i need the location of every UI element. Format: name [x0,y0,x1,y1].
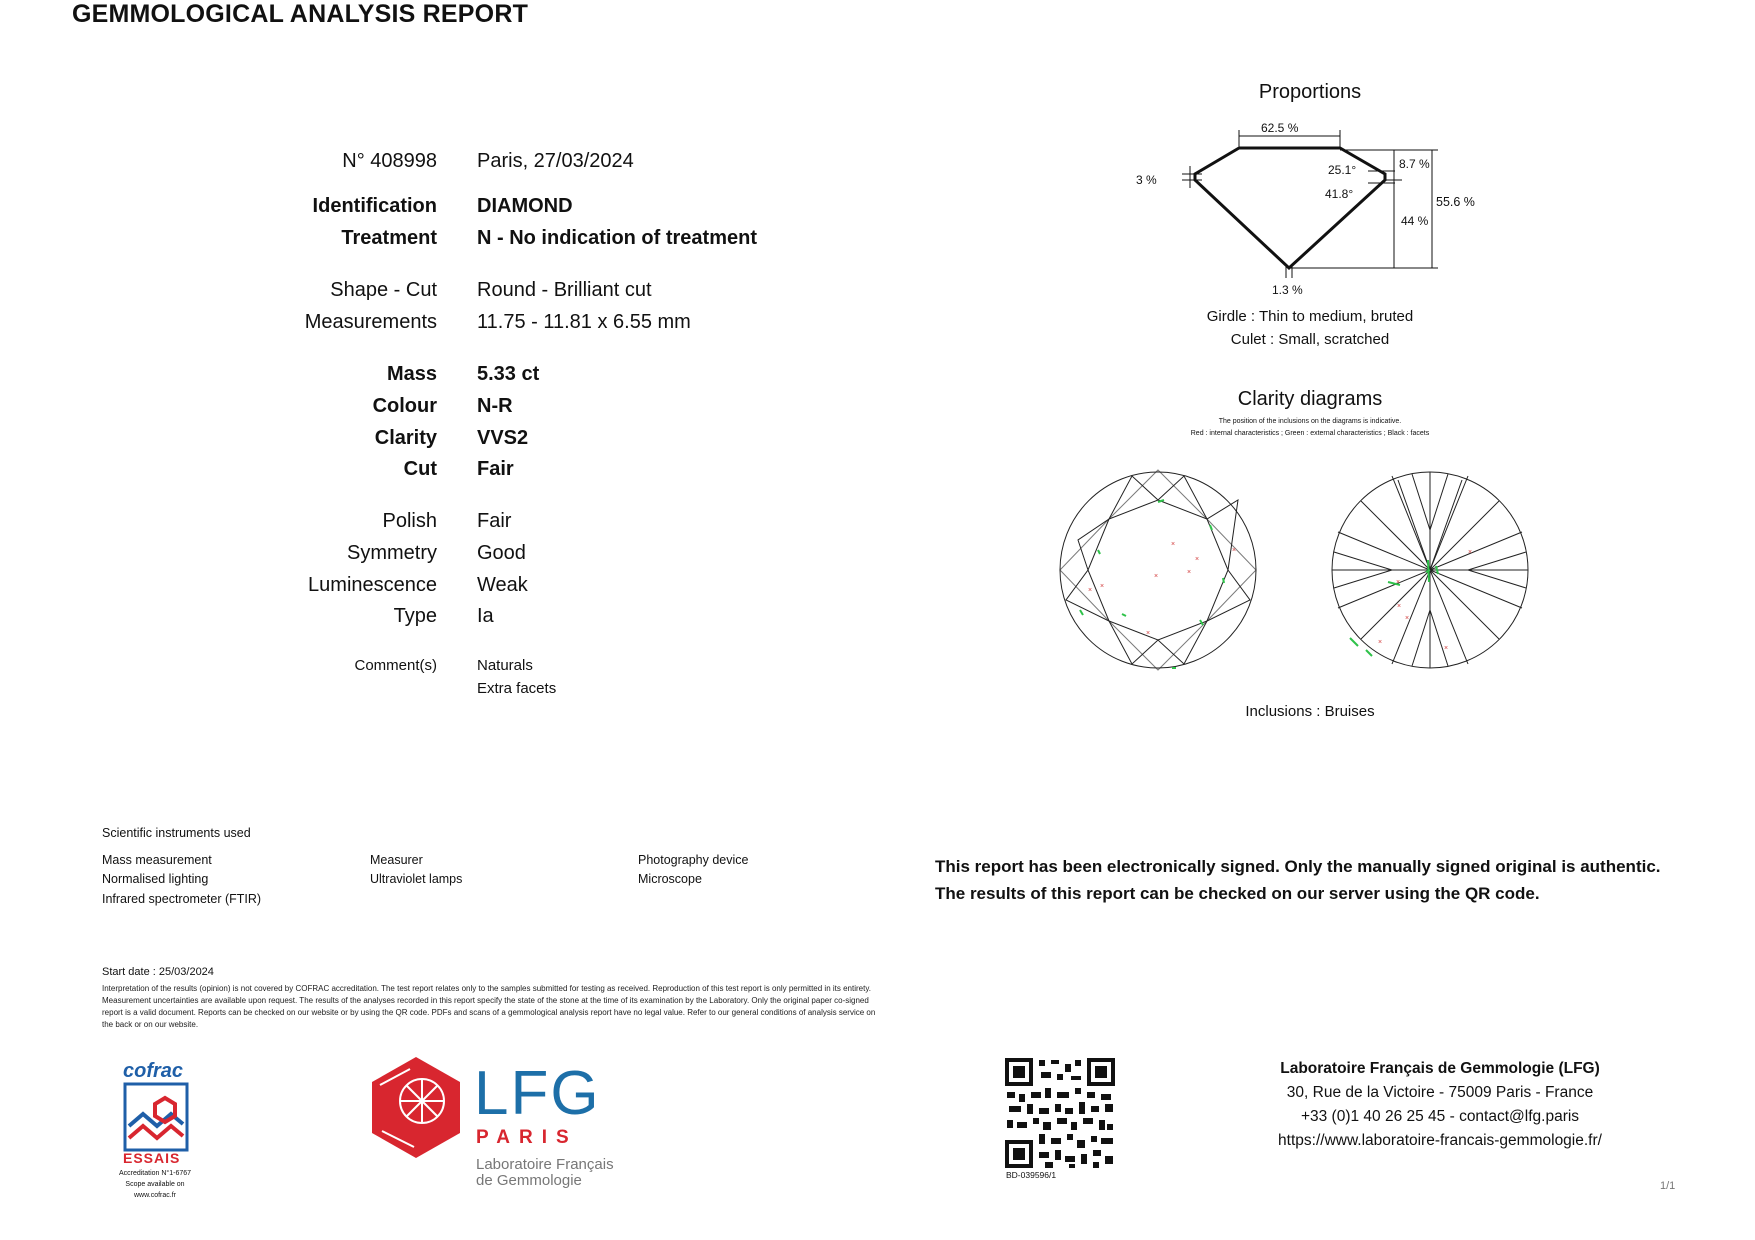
lfg-logo-line1: Laboratoire Français [476,1156,614,1173]
prop-crown-height: 8.7 % [1399,157,1430,171]
prop-girdle: 3 % [1136,173,1157,187]
field-value-polish: Fair [477,510,512,532]
verification-notice: The results of this report can be checked on our server using the QR code. [935,884,1540,903]
field-value-measurements: 11.75 - 11.81 x 6.55 mm [477,311,691,333]
inclusions-text: Inclusions : Bruises [1245,703,1375,720]
field-value-mass: 5.33 ct [477,363,540,385]
svg-text:×: × [1186,569,1192,576]
svg-text:×: × [1099,583,1105,590]
svg-text:×: × [1145,630,1151,637]
comment-line: Extra facets [477,680,557,697]
lfg-logo-letters: LFG [474,1059,601,1128]
prop-culet: 1.3 % [1272,283,1303,297]
lfg-logo-line2: de Gemmologie [476,1172,582,1189]
instruments-title: Scientific instruments used [102,826,251,840]
instrument-item: Microscope [638,872,702,886]
svg-text:×: × [1170,541,1176,548]
prop-pavilion-depth: 44 % [1401,214,1429,228]
svg-text:×: × [1087,587,1093,594]
cofrac-accreditation: Accreditation N°1-6767 [118,1170,192,1177]
instrument-item: Photography device [638,853,749,867]
field-value-cut: Fair [477,458,514,480]
proportions-title: Proportions [1258,81,1362,103]
qr-code-label: BD-039596/1 [1006,1170,1057,1180]
report-place-date: Paris, 27/03/2024 [477,150,634,172]
proportions-diagram [1120,118,1475,308]
field-value-symmetry: Good [477,542,526,564]
field-value-colour: N-R [477,395,513,417]
field-label-polish: Polish [382,510,437,532]
svg-text:×: × [1231,547,1237,554]
cofrac-essais-text: ESSAIS [123,1150,181,1166]
lab-name: Laboratoire Français de Gemmologie (LFG) [1280,1060,1600,1077]
lfg-logo [370,1055,640,1195]
fine-print: Interpretation of the results (opinion) is not covered by COFRAC accreditation. The test report relates only to the samples submitted for testing as received. Reproduction of this test report is only permitted in its entirety. Measurement uncertainties are available upon request. The results of the analyses recorded in this report specify the state of the stone at the time of its examination by the Laboratory. Only the original paper co-signed report is a valid document. Reports can be checked on our website or by using the QR code. PDFs and scans of a gemmological analysis report have no legal value. Refer to our general conditions of analysis service on the back or on our website. [102,984,876,1029]
field-value-clarity: VVS2 [477,427,529,449]
field-label-clarity: Clarity [374,427,437,449]
page-number: 1/1 [1660,1180,1676,1192]
instrument-item: Ultraviolet lamps [370,872,463,886]
clarity-diagrams [1060,470,1560,680]
field-label-shape-cut: Shape - Cut [330,279,437,301]
lab-contact: +33 (0)1 40 26 25 45 - contact@lfg.paris [1300,1108,1580,1125]
field-label-treatment: Treatment [341,227,437,249]
field-label-mass: Mass [386,363,437,385]
lfg-logo-city: PARIS [476,1127,578,1148]
svg-text:×: × [1443,645,1449,652]
clarity-note-legend: Red : internal characteristics ; Green : external characteristics ; Black : facets [1190,430,1430,437]
start-date: Start date : 25/03/2024 [102,966,214,978]
clarity-note-position: The position of the inclusions on the diagrams is indicative. [1218,418,1402,425]
signature-notice: This report has been electronically signed. Only the manually signed original is authentic. [935,857,1661,876]
cofrac-site: www.cofrac.fr [133,1192,176,1199]
svg-text:×: × [1467,549,1473,556]
field-label-measurements: Measurements [304,311,437,333]
prop-total-depth: 55.6 % [1436,195,1475,209]
field-label-symmetry: Symmetry [347,542,437,564]
qr-code-icon[interactable] [1005,1058,1115,1168]
field-value-shape-cut: Round - Brilliant cut [477,279,652,301]
svg-text:×: × [1153,573,1159,580]
svg-text:×: × [1396,603,1402,610]
report-title: GEMMOLOGICAL ANALYSIS REPORT [71,0,529,28]
cofrac-logo [115,1060,195,1200]
instrument-item: Measurer [370,853,423,867]
field-label-luminescence: Luminescence [308,574,437,596]
field-label-type: Type [393,605,437,627]
svg-text:×: × [1377,639,1383,646]
field-value-type: Ia [477,605,494,627]
lab-address: 30, Rue de la Victoire - 75009 Paris - France [1286,1084,1594,1101]
instrument-item: Normalised lighting [102,872,209,886]
crown-view-diagram [1060,470,1256,670]
field-value-treatment: N - No indication of treatment [477,227,757,249]
comment-line: Naturals [477,657,533,674]
comments-label: Comment(s) [354,657,437,674]
clarity-diagrams-title: Clarity diagrams [1237,388,1383,410]
cofrac-emblem-icon [125,1084,187,1150]
cofrac-scope: Scope available on [125,1181,185,1188]
field-label-colour: Colour [372,395,437,417]
field-label-identification: Identification [312,195,437,217]
instrument-item: Mass measurement [102,853,212,867]
svg-text:×: × [1194,556,1200,563]
field-label-cut: Cut [403,458,437,480]
report-number: N° 408998 [342,150,437,172]
lab-website[interactable]: https://www.laboratoire-francais-gemmologie.fr/ [1278,1132,1602,1149]
svg-text:×: × [1395,579,1401,586]
svg-text:×: × [1404,615,1410,622]
field-value-identification: DIAMOND [477,195,573,217]
lfg-gem-icon [370,1055,462,1160]
prop-pavilion-angle: 41.8° [1325,187,1354,201]
field-value-luminescence: Weak [477,574,528,596]
instrument-item: Infrared spectrometer (FTIR) [102,892,262,906]
culet-description: Culet : Small, scratched [1230,331,1390,348]
prop-table: 62.5 % [1261,121,1299,135]
prop-crown-angle: 25.1° [1328,163,1357,177]
cofrac-logo-text: cofrac [123,1060,184,1082]
girdle-description: Girdle : Thin to medium, bruted [1206,308,1414,325]
